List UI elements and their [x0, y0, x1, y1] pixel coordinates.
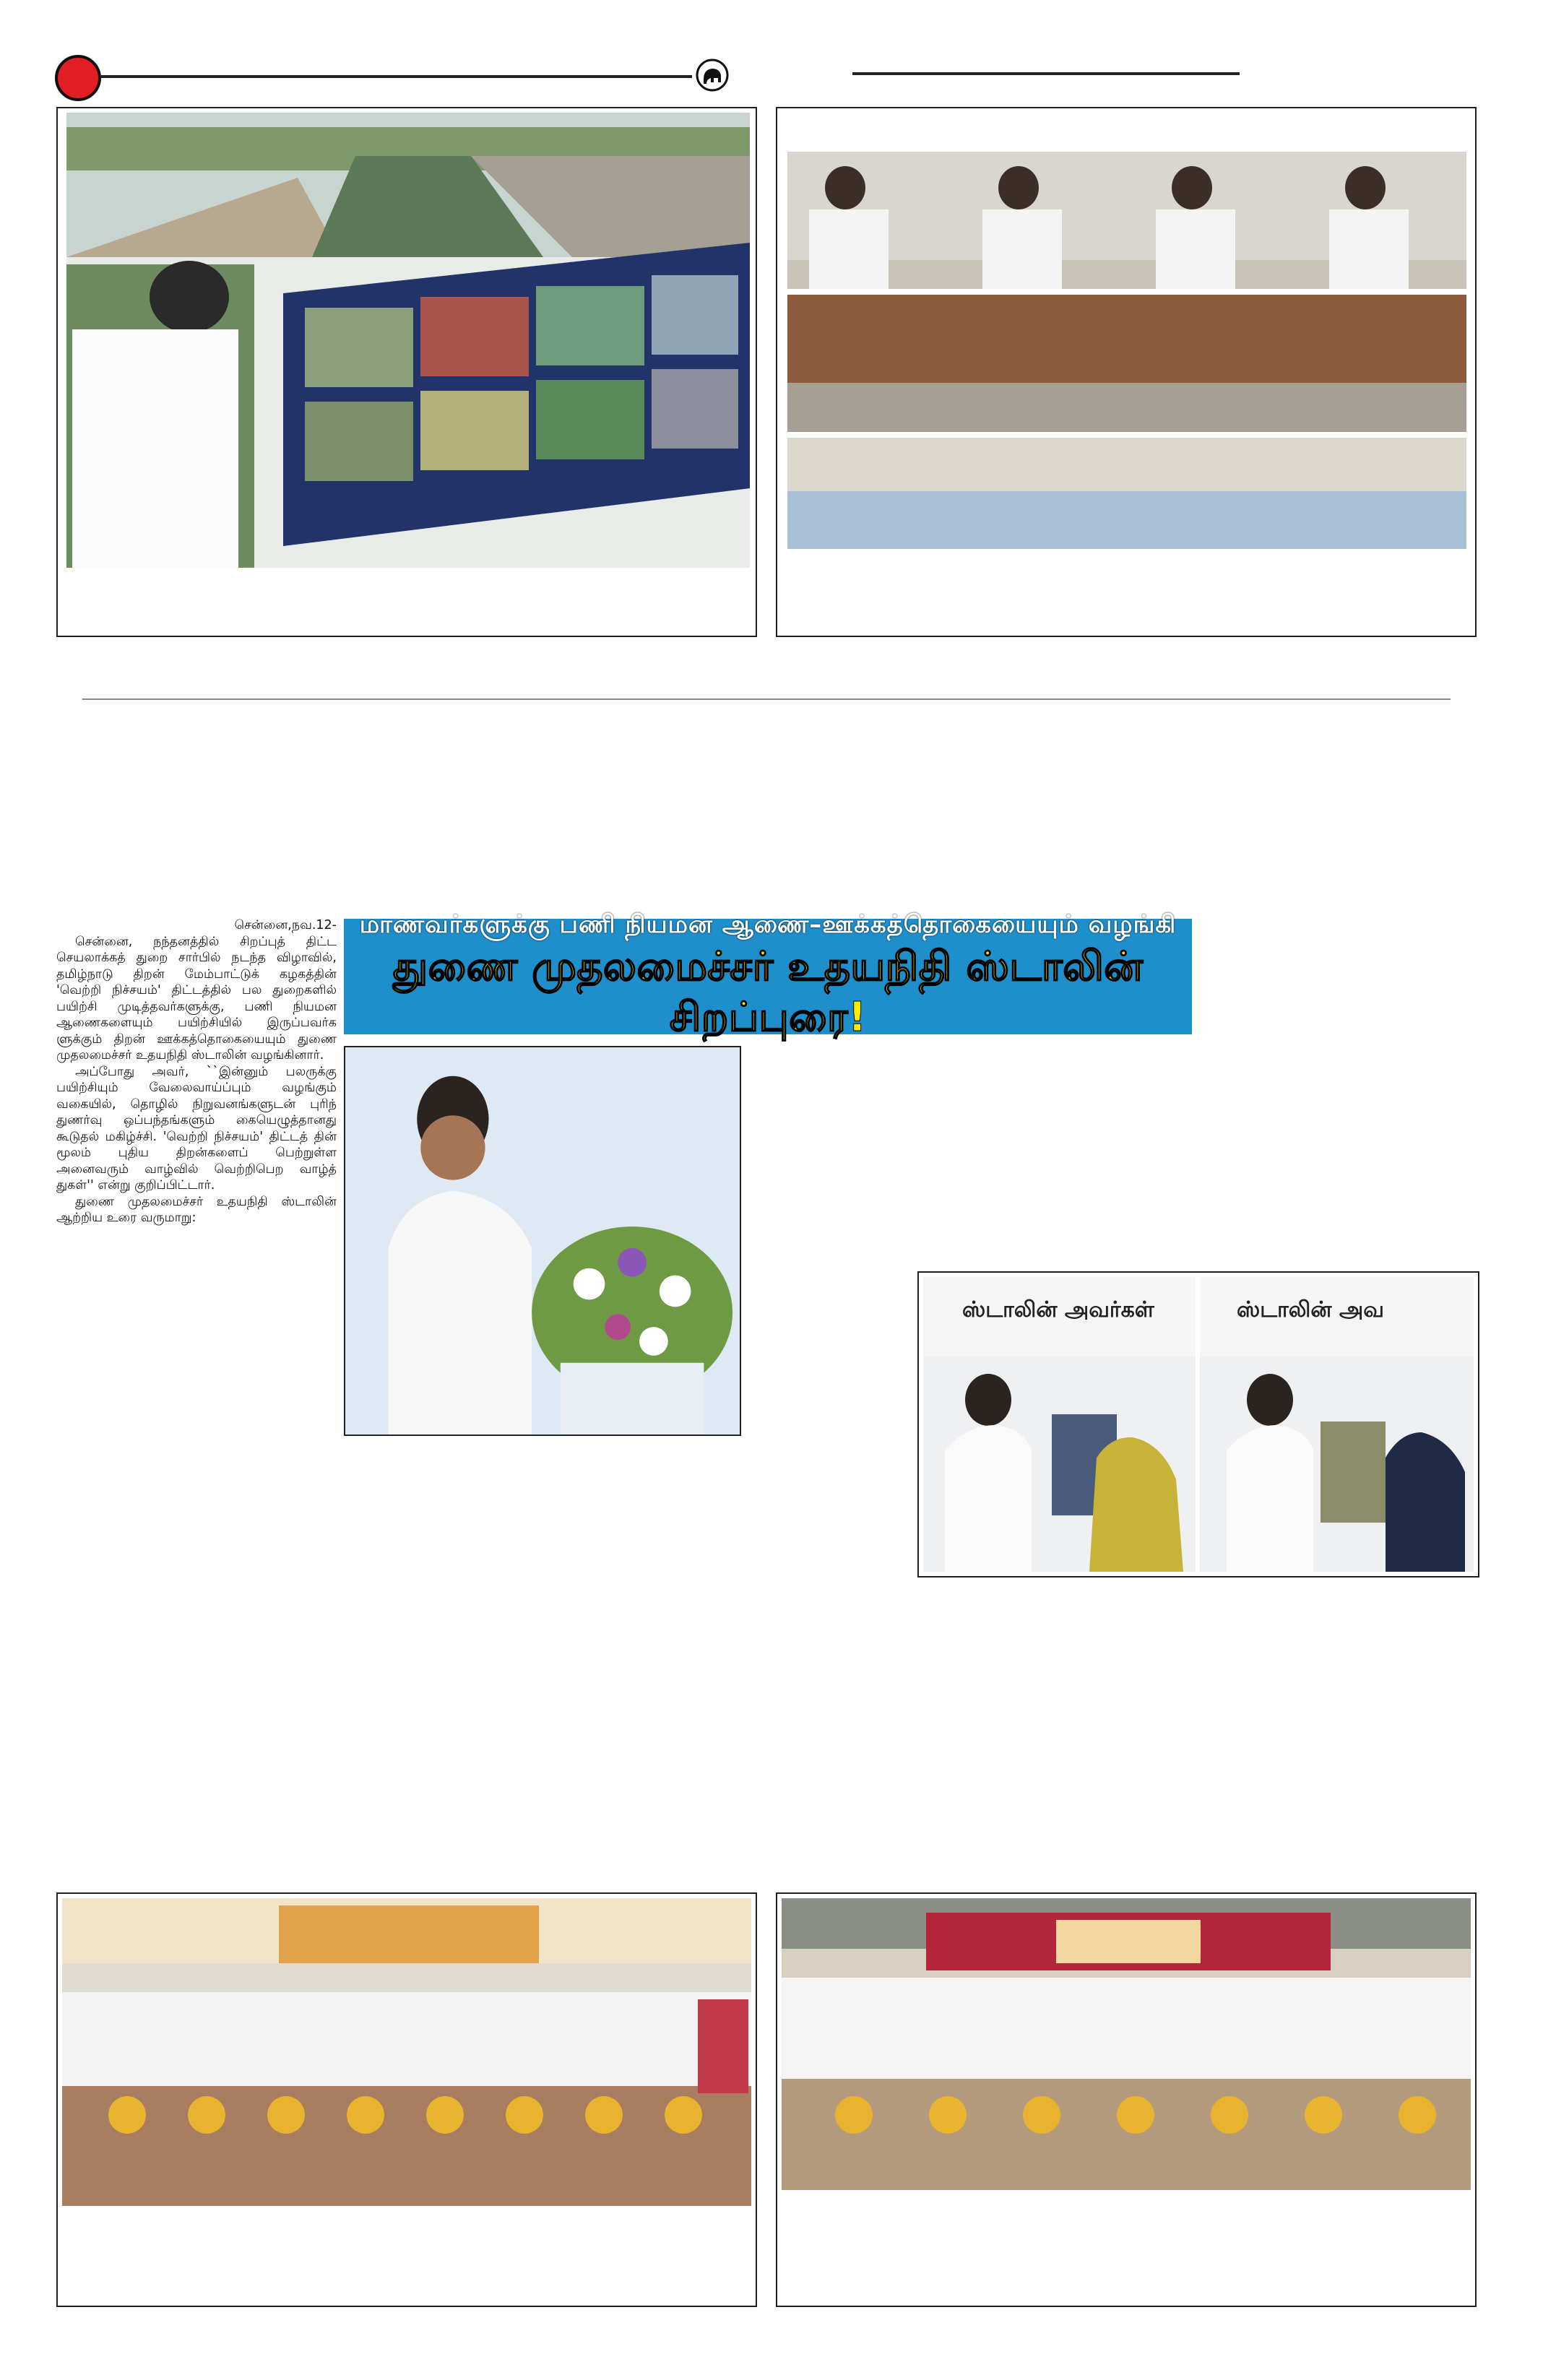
felicitation-right-photo: [782, 1898, 1471, 2190]
award-banner-left: ஸ்டாலின் அவர்கள்: [962, 1297, 1154, 1323]
logo-icon: [55, 55, 101, 101]
section-divider: [82, 698, 1451, 700]
photo-frame-canal: [56, 107, 757, 637]
photo-frame-felicitation-left: [56, 1892, 757, 2307]
article-dateline: சென்னை,நவ.12-: [234, 918, 337, 932]
speech-photo: [344, 1046, 741, 1436]
felicitation-left-photo: [62, 1898, 751, 2206]
masthead-rule-right: [852, 72, 1240, 75]
article-body: [56, 917, 337, 1226]
canal-inspection-photo: [66, 113, 750, 568]
article-paragraph-3: துணை முதலமைச்சர் உதயநிதி ஸ்டாலின் ஆற்றிய உரை வருமாறு:: [56, 1194, 337, 1225]
article-paragraph-2: அப்போது அவர், ``இன்னும் பலருக்கு பயிற்சியும் வேலைவாய்ப்பும் வழங்கும் வகையில், தொழில் நிறுவனங்களுடன் புரிந் துணர்வு ஒப்பந்தங்களும் கையெழுத்தானது கூடுதல் மகிழ்ச்சி. 'வெற்றி நிச்சயம்' திட்டத் தின் மூலம் புதிய திறன்களைப் பெற்றுள்ள அனைவரும் வாழ்வில் வெற்றிபெற வாழ்த் துகள்'' என்று குறிப்பிட்டார்.: [56, 1064, 337, 1193]
photo-frame-felicitation-right: [776, 1892, 1477, 2307]
elephant-emblem-icon: [695, 58, 730, 92]
masthead: [0, 0, 1543, 101]
article-headline: துணை முதலமைச்சர் உதயநிதி ஸ்டாலின் சிறப்புரை!: [392, 943, 1144, 1041]
article-paragraph-1: சென்னை, நந்தனத்தில் சிறப்புத் திட்ட செயலாக்கத் துறை சார்பில் நடந்த விழாவில், தமிழ்நாடு திறன் மேம்பாட்டுக் கழகத்தின் 'வெற்றி நிச்சயம்' திட்டத்தில் பல துறைகளில் பயிற்சி முடித்தவர்களுக்கு, பணி நியமன ஆணைகளையும் பயிற்சியில் இருப்பவர்க ளுக்கும் திறன் ஊக்கத்தொகையையும் துணை முதலமைச்சர் உதயநிதி ஸ்டாலின் வழங்கினார்.: [56, 934, 337, 1063]
award-banner-right: ஸ்டாலின் அவ: [1237, 1297, 1384, 1323]
photo-frame-meeting: [776, 107, 1477, 637]
masthead-rule-left: [101, 75, 692, 78]
article-kicker: மாணவர்களுக்கு பணி நியமன ஆணை–ஊக்கத்தொகையையும் வழங்கி: [359, 910, 1177, 939]
article-headline-box: [344, 910, 1192, 1041]
review-meeting-photo: [787, 152, 1466, 549]
award-ceremony-frame: [917, 1271, 1479, 1578]
